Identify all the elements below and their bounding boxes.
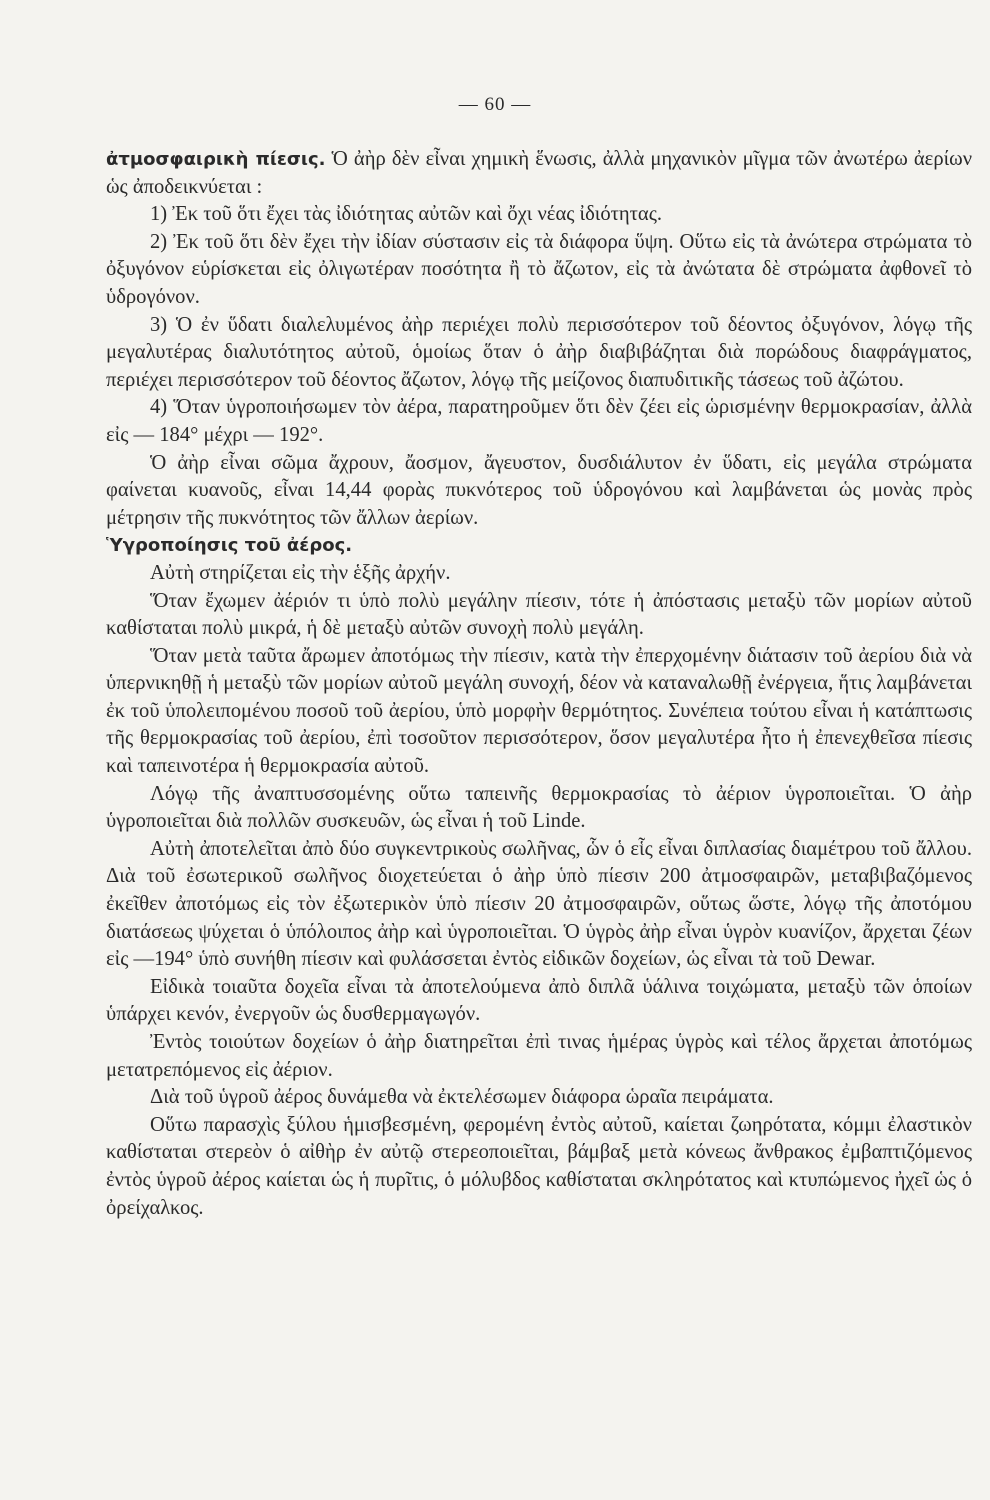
body-text: [106, 146, 972, 1222]
paragraph-5: Ὁ ἀὴρ εἶναι σῶμα ἄχρουν, ἄοσμον, ἄγευστον, δυσδιάλυτον ἐν ὕδατι, εἰς μεγάλα στρώματα φαίνεται κυανοῦς, εἶναι 14,44 φορὰς πυκνότερος τοῦ ὑδρογόνου καὶ λαμβάνεται ὡς μονὰς πρὸς μέτρησιν τῆς πυκνότητος τῶν ἄλλων ἀερίων.: [106, 451, 972, 529]
opening-text: Ὁ ἀὴρ δὲν εἶναι χημικὴ ἕνωσις, ἀλλὰ μηχανικὸν μῖγμα τῶν ἀνωτέρω ἀερίων ὡς ἀποδεικνύεται :: [106, 148, 973, 198]
paragraph-1: 1) Ἐκ τοῦ ὅτι ἔχει τὰς ἰδιότητας αὐτῶν καὶ ὄχι νέας ἰδιότητας.: [150, 203, 663, 226]
section-heading: Ὑγροποίησις τοῦ ἀέρος.: [106, 535, 353, 557]
lead-term: ἀτμοσφαιρικὴ πίεσις.: [106, 149, 326, 170]
paragraph-3: 3) Ὁ ἐν ὕδατι διαλελυμένος ἀὴρ περιέχει πολὺ περισσότερον τοῦ δέοντος ὀξυγόνον, λόγῳ τῆς μεγαλυτέρας διαλυτότητος αὐτοῦ, ὁμοίως ὅταν ὁ ἀὴρ διαβιβάζηται διὰ πορώδους διαφράγματος, περιέχει περισσότερον τοῦ δέοντος ἄζωτον, λόγῳ τῆς μείζονος διαπυδιτικῆς τάσεως τοῦ ἀζώτου.: [106, 313, 972, 391]
section-paragraph-4: Λόγῳ τῆς ἀναπτυσσομένης οὕτω ταπεινῆς θερμοκρασίας τὸ ἀέριον ὑγροποιεῖται. Ὁ ἀὴρ ὑγροποιεῖται διὰ πολλῶν συσκευῶν, ὡς εἶναι ἡ τοῦ Linde.: [106, 782, 972, 833]
section-paragraph-1: Αὐτὴ στηρίζεται εἰς τὴν ἑξῆς ἀρχήν.: [150, 561, 451, 584]
section-paragraph-6: Εἰδικὰ τοιαῦτα δοχεῖα εἶναι τὰ ἀποτελούμενα ἀπὸ διπλᾶ ὑάλινα τοιχώματα, μεταξὺ τῶν ὁποίων ὑπάρχει κενόν, ἐνεργοῦν ὡς δυσθερμαγωγόν.: [106, 975, 972, 1026]
section-paragraph-7: Ἐντὸς τοιούτων δοχείων ὁ ἀὴρ διατηρεῖται ἐπὶ τινας ἡμέρας ὑγρὸς καὶ τέλος ἄρχεται ἀποτόμως μετατρεπόμενος εἰς ἀέριον.: [106, 1031, 972, 1081]
paragraph-4: 4) Ὅταν ὑγροποιήσωμεν τὸν ἀέρα, παρατηροῦμεν ὅτι δὲν ζέει εἰς ὡρισμένην θερμοκρασίαν, ἀλλὰ εἰς — 184° μέχρι — 192°.: [106, 396, 972, 446]
section-paragraph-2: Ὅταν ἔχωμεν ἀέριόν τι ὑπὸ πολὺ μεγάλην πίεσιν, τότε ἡ ἀπόστασις μεταξὺ τῶν μορίων αὐτοῦ καθίσταται πολὺ μικρά, ἡ δὲ μεταξὺ αὐτῶν συνοχὴ πολὺ μεγάλη.: [106, 589, 972, 640]
section-paragraph-5: Αὐτὴ ἀποτελεῖται ἀπὸ δύο συγκεντρικοὺς σωλῆνας, ὧν ὁ εἷς εἶναι διπλασίας διαμέτρου τοῦ ἄλλου. Διὰ τοῦ ἐσωτερικοῦ σωλῆνος διοχετεύεται ὁ ἀὴρ ὑπὸ πίεσιν 200 ἀτμοσφαιρῶν, μεταβιβαζόμενος ἐκεῖθεν ἀποτόμως εἰς τὸν ἐξωτερικὸν ὑπὸ πίεσιν 20 ἀτμοσφαιρῶν, οὕτως ὥστε, λόγῳ τῆς ἀποτόμου διατάσεως ψύχεται ὁ ὑπόλοιπος ἀὴρ καὶ ὑγροποιεῖται. Ὁ ὑγρὸς ἀὴρ εἶναι ὑγρὸν κυανίζον, ἄρχεται ζέων εἰς —194° ὑπὸ συνήθη πίεσιν καὶ φυλάσσεται ἐντὸς εἰδικῶν δοχείων, ὡς εἶναι τὰ τοῦ Dewar.: [106, 837, 972, 971]
section-paragraph-3: Ὅταν μετὰ ταῦτα ἄρωμεν ἀποτόμως τὴν πίεσιν, κατὰ τὴν ἐπερχομένην διάτασιν τοῦ ἀερίου διὰ νὰ ὑπερνικηθῇ ἡ μεταξὺ τῶν μορίων αὐτοῦ μεγάλη συνοχή, δέον νὰ καταναλωθῇ ἐνέργεια, ἥτις λαμβάνεται ἐκ τοῦ ὑπολειπομένου ποσοῦ τοῦ ἀερίου, ὑπὸ μορφὴν θερμότητος. Συνέπεια τούτου εἶναι ἡ κατάπτωσις τῆς θερμοκρασίας τοῦ ἀερίου, ἐπὶ τοσοῦτον περισσότερον, ὅσον μεγαλυτέρα ἦτο ἡ ἐπενεχθεῖσα πίεσις καὶ ταπεινοτέρα ἡ θερμοκρασία αὐτοῦ.: [106, 644, 972, 778]
section-paragraph-8: Διὰ τοῦ ὑγροῦ ἀέρος δυνάμεθα νὰ ἐκτελέσωμεν διάφορα ὡραῖα πειράματα.: [150, 1086, 774, 1109]
paragraph-2: 2) Ἐκ τοῦ ὅτι δὲν ἔχει τὴν ἰδίαν σύστασιν εἰς τὰ διάφορα ὕψη. Οὕτω εἰς τὰ ἀνώτερα στρώματα τὸ ὀξυγόνον εὑρίσκεται εἰς ὀλιγωτέραν ποσότητα ἢ τὸ ἄζωτον, εἰς τὰ ἀνώτατα δὲ στρώματα ἀφθονεῖ τὸ ὑδρογόνον.: [106, 230, 972, 308]
section-paragraph-9: Οὕτω παρασχὶς ξύλου ἡμισβεσμένη, φερομένη ἐντὸς αὐτοῦ, καίεται ζωηρότατα, κόμμι ἐλαστικὸν καθίσταται στερεὸν ὁ αἰθὴρ ἐν αὐτῷ στερεοποιεῖται, βάμβαξ μετὰ κόνεως ἄνθρακος ἐμβαπτιζόμενος ἐντὸς ὑγροῦ ἀέρος καίεται ὡς ἡ πυρῖτις, ὁ μόλυβδος καθίσταται σκληρότατος καὶ κτυπώμενος ἠχεῖ ὡς ὁ ὀρείχαλκος.: [106, 1113, 972, 1219]
opening-paragraph: [106, 146, 972, 201]
page-number: — 60 —: [458, 94, 532, 115]
